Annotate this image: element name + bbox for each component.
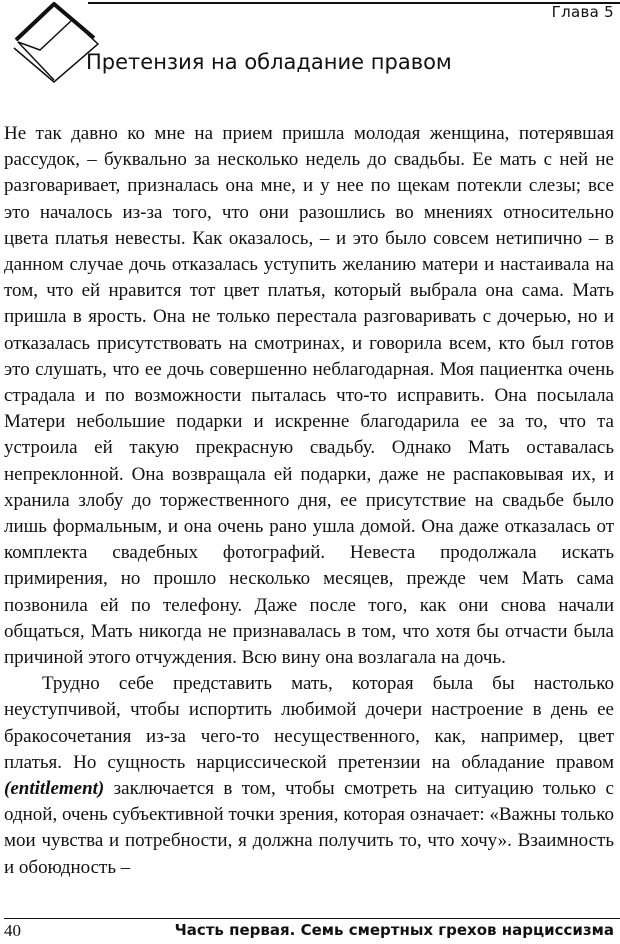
header-rule — [88, 2, 620, 4]
section-title: Претензия на обладание правом — [86, 50, 452, 74]
paragraph-1: Не так давно ко мне на прием пришла молодая женщина, потерявшая рассудок, – буквально за несколько недель до свадьбы. Ее мать с ней не разговаривает, призналась она мне, и у нее по щекам потекли слезы; все это началось из-за того, что они разошлись во мнениях относительно цвета платья невесты. Как оказалось, – и это было совсем нетипично – в данном случае дочь отказалась уступить желанию матери и настаивала на том, что ей нравится тот цвет платья, который выбрала она сама. Мать пришла в ярость. Она не только перестала разговаривать с дочерью, но и отказалась присутствовать на смотринах, и говорила всем, кто был готов это слушать, что ее дочь совершенно неблагодарная. Моя пациентка очень страдала и по возможности пыталась что-то исправить. Она посылала Матери небольшие подарки и искренне благодарила ее за то, что та устроила ей такую прекрасную свадьбу. Однако Мать оставалась непреклонной. Она возвращала ей подарки, даже не распаковывая их, и хранила злобу до торжественного дня, ее присутствие на свадьбе было лишь формальным, и она очень рано ушла домой. Она даже отказалась от комплекта свадебных фотографий. Невеста продолжала искать примирения, но прошло несколько месяцев, прежде чем Мать сама позвонила ей по телефону. Даже после того, как они снова начали общаться, Мать никогда не признавалась в том, что хотя бы отчасти была причиной этого отчуждения. Всю вину она возлагала на дочь. — [4, 123, 614, 669]
paragraph-2-start: Трудно себе представить мать, которая была бы настолько неуступчивой, чтобы испортить любимой дочери настроение в день ее бракосочетания из-за чего-то несущественного, как, например, цвет платья. Но сущность нарциссической претензии на обладание правом — [4, 673, 614, 773]
paragraph-2-end: заключается в том, чтобы смотреть на ситуацию только с одной, очень субъективной точки зрения, которая означает: «Важны только мои чувства и потребности, я должна получить то, что хочу». Взаимность и обоюдность – — [4, 778, 614, 878]
paragraph-2 — [4, 671, 614, 881]
entitlement-term: (entitlement) — [4, 778, 105, 800]
chapter-label: Глава 5 — [551, 3, 614, 21]
footer-rule — [4, 918, 620, 919]
body-text — [4, 121, 614, 881]
diamond-ornament-icon — [10, 2, 120, 92]
running-footer: Часть первая. Семь смертных грехов нарциссизма — [174, 921, 614, 939]
page-number: 40 — [4, 921, 21, 940]
